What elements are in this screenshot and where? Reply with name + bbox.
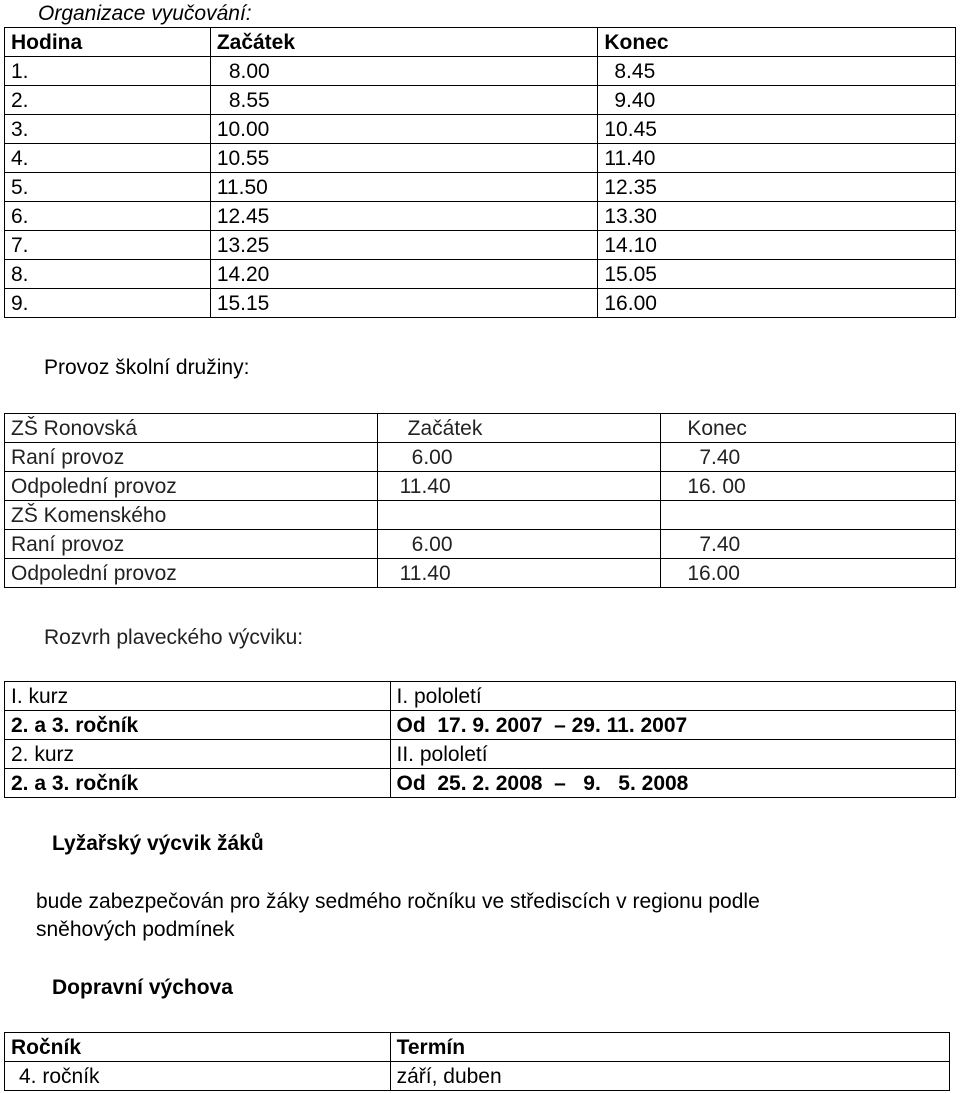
table-cell: 1. [5,57,211,86]
table-cell: 12.45 [210,202,598,231]
table-cell: 9.40 [598,86,956,115]
table-cell: 2. [5,86,211,115]
table-row [5,289,956,318]
table-cell: 10.45 [598,115,956,144]
table-cell: 5. [5,173,211,202]
table-row [5,472,956,501]
header-cell: Začátek [210,28,598,57]
table-cell: 13.30 [598,202,956,231]
plavani-table [4,681,956,798]
table-cell: 16.00 [598,289,956,318]
doprava-table [4,1032,950,1091]
plavani-title: Rozvrh plaveckého výcviku: [44,626,304,649]
header-cell: Termín [390,1033,949,1062]
schedule-table [4,27,956,318]
table-row [5,711,956,740]
table-cell: Od 17. 9. 2007 – 29. 11. 2007 [390,711,956,740]
table-cell: 7. [5,231,211,260]
table-cell: 11.40 [377,559,661,588]
header-cell: Ročník [5,1033,391,1062]
header-cell: Konec [598,28,956,57]
table-cell: 11.40 [598,144,956,173]
table-row [5,559,956,588]
table-cell: I. pololetí [390,682,956,711]
table-row [5,443,956,472]
table-header-row [5,414,956,443]
table-cell: I. kurz [5,682,391,711]
table-cell: 8. [5,260,211,289]
table-cell: II. pololetí [390,740,956,769]
table-cell: 2. a 3. ročník [5,769,391,798]
table-cell: 8.00 [210,57,598,86]
table-cell: 15.05 [598,260,956,289]
table-cell: 3. [5,115,211,144]
table-cell: 2. a 3. ročník [5,711,391,740]
table-row [5,115,956,144]
table-cell: Odpolední provoz [5,559,378,588]
table-row [5,530,956,559]
table-cell: Od 25. 2. 2008 – 9. 5. 2008 [390,769,956,798]
table-row [5,173,956,202]
table-row [5,86,956,115]
table-row [5,144,956,173]
table-cell: 9. [5,289,211,318]
table-cell: 6. [5,202,211,231]
table-cell [377,501,661,530]
table-row [5,260,956,289]
header-cell: Konec [661,414,956,443]
table-cell: 8.55 [210,86,598,115]
table-cell: 7.40 [661,443,956,472]
table-row [5,1062,950,1091]
table-cell: 8.45 [598,57,956,86]
table-row [5,682,956,711]
table-cell: Raní provoz [5,443,378,472]
table-cell: 10.00 [210,115,598,144]
header-cell: ZŠ Ronovská [5,414,378,443]
table-cell: 11.40 [377,472,661,501]
table-cell [661,501,956,530]
table-header-row [5,1033,950,1062]
table-cell: září, duben [390,1062,949,1091]
druzina-table [4,413,956,588]
table-cell: Odpolední provoz [5,472,378,501]
table-cell: 15.15 [210,289,598,318]
table-cell: 13.25 [210,231,598,260]
table-row [5,202,956,231]
table-cell: 7.40 [661,530,956,559]
table-cell: 16.00 [661,559,956,588]
doprava-title: Dopravní výchova [52,976,233,999]
lyze-title: Lyžařský výcvik žáků [52,832,264,855]
table-cell: 4. ročník [5,1062,391,1091]
schedule-title: Organizace vyučování: [38,2,252,25]
table-cell: 14.10 [598,231,956,260]
table-cell: 6.00 [377,443,661,472]
table-row [5,740,956,769]
druzina-title: Provoz školní družiny: [44,356,250,379]
lyze-text-line2: sněhových podmínek [36,918,235,941]
table-row [5,769,956,798]
table-cell: 4. [5,144,211,173]
table-header-row [5,28,956,57]
header-cell: Začátek [377,414,661,443]
table-cell: 16. 00 [661,472,956,501]
table-row [5,501,956,530]
table-cell: ZŠ Komenského [5,501,378,530]
header-cell: Hodina [5,28,211,57]
table-cell: Raní provoz [5,530,378,559]
table-cell: 2. kurz [5,740,391,769]
table-cell: 10.55 [210,144,598,173]
table-cell: 11.50 [210,173,598,202]
table-cell: 6.00 [377,530,661,559]
lyze-text-line1: bude zabezpečován pro žáky sedmého ročníku ve střediscích v regionu podle [36,890,760,913]
table-cell: 12.35 [598,173,956,202]
table-row [5,57,956,86]
table-cell: 14.20 [210,260,598,289]
table-row [5,231,956,260]
